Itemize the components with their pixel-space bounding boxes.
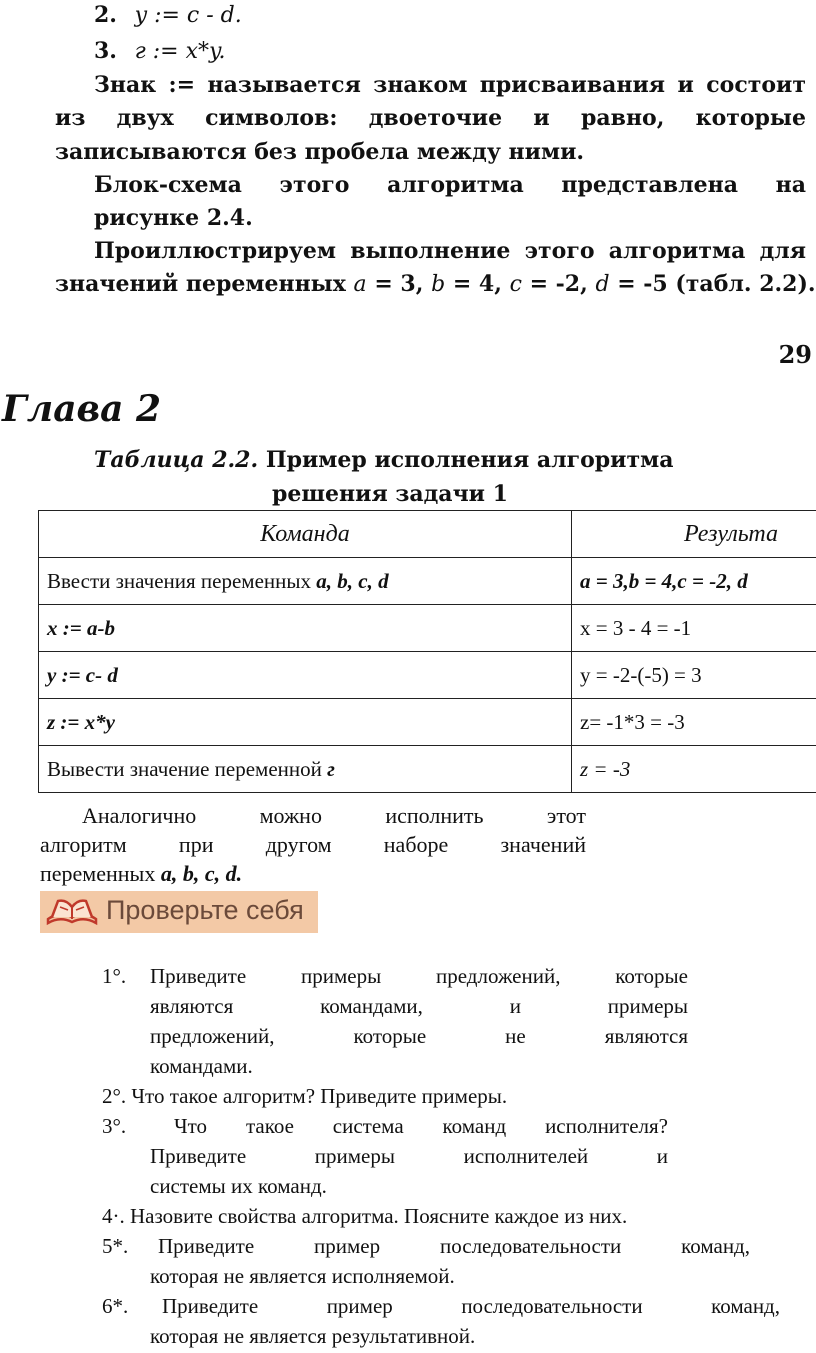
- q1-line3: предложений, которые не являются: [150, 1024, 688, 1048]
- page-number: 29: [778, 340, 812, 369]
- cell-text: Ввести значения переменных: [47, 568, 317, 593]
- q6-line1: Приведите пример последовательности команд,: [162, 1294, 780, 1318]
- q3-number: 3°.: [102, 1114, 127, 1138]
- algorithm-step-2: [94, 2, 242, 28]
- result-cell: [572, 605, 816, 652]
- value-b: = 4,: [452, 271, 502, 297]
- after-line2: алгоритм при другом наборе значений: [40, 832, 586, 857]
- q6-line2: которая не является результативной.: [150, 1324, 476, 1348]
- cell-vars: г: [327, 756, 335, 781]
- cell-expr: x := a-b: [47, 615, 115, 640]
- cell-result: x = 3 - 4 = -1: [580, 615, 692, 640]
- q1-line4: командами.: [150, 1054, 253, 1078]
- command-cell: [39, 605, 572, 652]
- after-text: переменных: [40, 861, 156, 886]
- execution-table: [38, 510, 816, 793]
- command-cell: [39, 746, 572, 793]
- q1-number: 1°.: [102, 964, 127, 988]
- table-row: [39, 605, 816, 652]
- command-cell: [39, 699, 572, 746]
- table-caption-label: Таблица 2.2.: [94, 447, 259, 473]
- cell-expr: y := c- d: [47, 662, 118, 687]
- after-vars: a, b, c, d.: [160, 861, 243, 886]
- para3-line2: [55, 271, 816, 297]
- q3-line3: системы их команд.: [150, 1174, 327, 1198]
- cell-vars: a, b, c, d: [316, 568, 389, 593]
- open-book-icon: [44, 897, 100, 927]
- cell-result: z = -3: [580, 756, 631, 781]
- result-cell: [572, 746, 816, 793]
- result-cell: [572, 558, 816, 605]
- q2: 2°. Что такое алгоритм? Приведите примеры.: [102, 1084, 508, 1108]
- header-command: Команда: [39, 511, 572, 558]
- para1-line1: Знак := называется знаком присваивания и состоит: [94, 72, 806, 98]
- para2-line1: Блок-схема этого алгоритма представлена на: [94, 172, 806, 198]
- q5-line2: которая не является исполняемой.: [150, 1264, 455, 1288]
- q3-line2: Приведите примеры исполнителей и: [150, 1144, 668, 1168]
- var-d: d: [595, 272, 610, 297]
- q1-line1: Приведите примеры предложений, которые: [150, 964, 688, 988]
- table-caption-line2: решения задачи 1: [272, 481, 508, 507]
- step-number: 2.: [94, 2, 117, 28]
- cell-values: a = 3,b = 4,c = -2, d: [580, 568, 748, 593]
- q3-line1: Что такое система команд исполнителя?: [174, 1114, 668, 1138]
- step-expression: г := x*y.: [134, 39, 226, 64]
- after-line1: Аналогично можно исполнить этот: [82, 803, 586, 828]
- cell-result: y = -2-(-5) = 3: [580, 662, 702, 687]
- q6-number: 6*.: [102, 1294, 129, 1318]
- command-cell: [39, 558, 572, 605]
- check-yourself-banner: [40, 891, 318, 933]
- cell-text: Вывести значение переменной: [47, 756, 328, 781]
- var-a: a: [353, 272, 367, 297]
- para1-line2: из двух символов: двоеточие и равно, которые: [55, 105, 806, 131]
- result-cell: [572, 652, 816, 699]
- para2-line2: рисунке 2.4.: [94, 205, 253, 231]
- header-result: Результа: [572, 511, 816, 558]
- after-line3: [40, 859, 242, 889]
- var-c: c: [509, 272, 522, 297]
- check-yourself-title: Проверьте себя: [106, 895, 304, 925]
- table-caption-text: Пример исполнения алгоритма: [265, 447, 674, 473]
- q4: 4·. Назовите свойства алгоритма. Поясните каждое из них.: [102, 1204, 628, 1228]
- q5-number: 5*.: [102, 1234, 129, 1258]
- table-header-row: [39, 511, 816, 558]
- value-d: = -5 (табл. 2.2).: [617, 271, 816, 297]
- table-caption: [94, 447, 674, 473]
- para1-line3: записываются без пробела между ними.: [55, 139, 585, 165]
- var-b: b: [431, 272, 446, 297]
- table-row: [39, 699, 816, 746]
- table-row: [39, 558, 816, 605]
- q5-line1: Приведите пример последовательности команд,: [158, 1234, 750, 1258]
- step-number: 3.: [94, 38, 117, 64]
- command-cell: [39, 652, 572, 699]
- result-cell: [572, 699, 816, 746]
- table-row: [39, 652, 816, 699]
- algorithm-step-3: [94, 38, 226, 64]
- para3-line1: Проиллюстрируем выполнение этого алгоритма для: [94, 238, 806, 264]
- cell-result: z= -1*3 = -3: [580, 709, 685, 734]
- chapter-title: Глава 2: [2, 388, 162, 430]
- cell-expr: z := x*y: [47, 709, 115, 734]
- table-row: [39, 746, 816, 793]
- para3-text: значений переменных: [55, 271, 346, 297]
- q1-line2: являются командами, и примеры: [150, 994, 688, 1018]
- value-c: = -2,: [529, 271, 588, 297]
- step-expression: y := c - d.: [134, 3, 242, 28]
- value-a: = 3,: [374, 271, 424, 297]
